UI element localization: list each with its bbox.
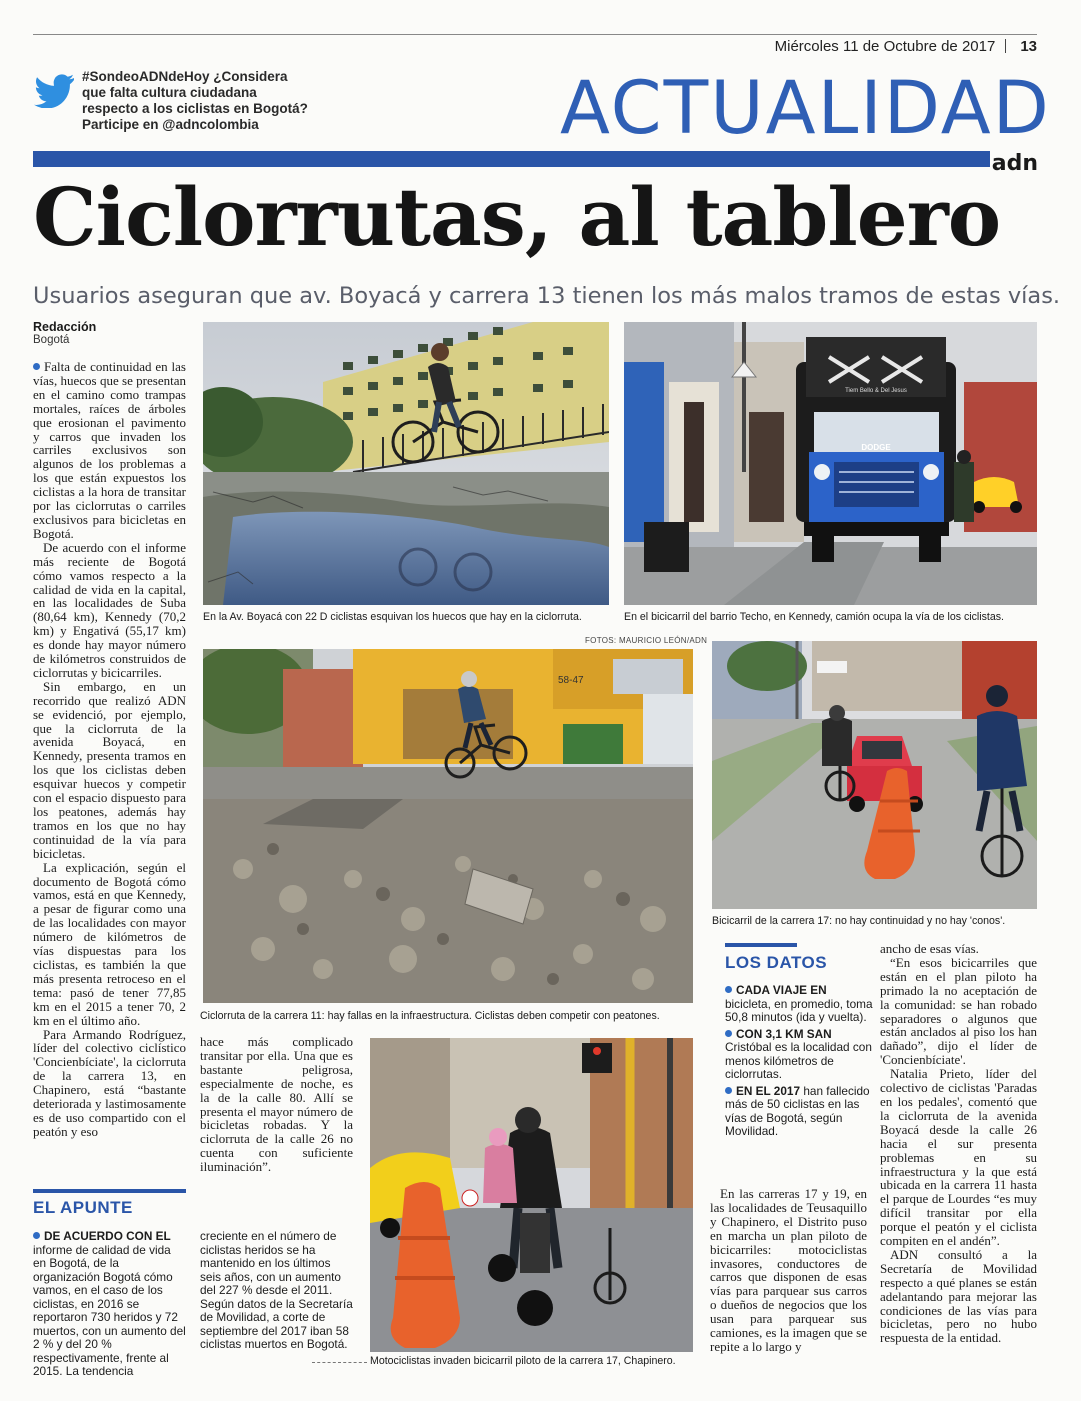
photo-boyaca-puddle (203, 322, 609, 605)
paragraph (33, 360, 186, 541)
paragraph: La explicación, según el documento de Bogotá cómo vamos, está en que Kennedy, a pesar de figurar como una de las localidades con mayor número de kilómetros de vías dispuestas para los ciclistas, es también la que más presenta retroceso en el tema: pasó de tener 77,85 km en el 2015 a tener 70, 2 km en el último año. (33, 859, 186, 1028)
bullet-icon (725, 1030, 732, 1037)
twitter-line: que falta cultura ciudadana (82, 85, 257, 100)
date-separator (1005, 39, 1006, 53)
datos-text: Cristóbal es la localidad con menos kilómetros de ciclorrutas. (725, 1040, 872, 1081)
paragraph: ancho de esas vías. (880, 941, 979, 956)
datos-text: bicicleta, en promedio, toma 50,8 minutos (ida y vuelta). (725, 996, 873, 1024)
datos-lead: CADA VIAJE EN (736, 983, 827, 997)
caption-photo-1: En la Av. Boyacá con 22 D ciclistas esquivan los huecos que hay en la ciclorruta. (203, 611, 582, 623)
caption-photo-4: Bicicarril de la carrera 17: no hay continuidad y no hay 'conos'. (712, 915, 1006, 927)
paragraph: ADN consultó a la Secretaría de Movilidad respecto a qué planes se están adelantando para mejorar las condiciones de las vías para bicicletas, pero no hubo respuesta de la entidad. (880, 1246, 1037, 1346)
bullet-icon (725, 986, 732, 993)
building-number-text: 58-47 (558, 675, 584, 686)
photo-credit: FOTOS: MAURICIO LEÓN/ADN (585, 636, 708, 645)
twitter-bird-icon (33, 74, 75, 108)
photo-techo-truck (624, 322, 1037, 605)
paragraph: “En esos bicicarriles que están en el plan piloto ha primado la no aceptación de la comunidad: se han robado separadores o algunos que están anclados al piso los han dañado”, dijo el líder de 'Concienbíciate'. (880, 954, 1037, 1068)
datos-title: LOS DATOS (725, 953, 828, 972)
apunte-body-b: creciente en el número de ciclistas heridos se ha mantenido en los últimos seis años, con un aumento del 227 % desde el 2011. Según datos de la Secretaría de Movilidad, a corte de septiembre del 2017 iban 58 ciclistas muertos en Bogotá. (200, 1229, 353, 1351)
datos-item (725, 1028, 873, 1082)
datos-list (725, 984, 873, 1142)
twitter-line: respecto a los ciclistas en Bogotá? (82, 101, 308, 116)
article-column-4 (710, 1187, 867, 1354)
paragraph: De acuerdo con el informe más reciente de Bogotá cómo vamos respecto a la calidad de vida en la capital, en las localidades de Suba (80,64 km), Kennedy (70,2 km) y Engativá (55,17 km) es donde hay mayor número de kilómetros construidos de ciclorrutas y bicicarriles. (33, 539, 186, 680)
article-column-1 (33, 360, 186, 1139)
photo-motorcyclists (370, 1038, 693, 1352)
subheadline: Usuarios aseguran que av. Boyacá y carrera 13 tienen los más malos tramos de estas vías. (33, 283, 1061, 309)
datos-item (725, 984, 873, 1025)
apunte-rule (33, 1189, 186, 1193)
article-column-2 (200, 1035, 353, 1174)
section-bar (33, 151, 990, 167)
apunte-title: EL APUNTE (33, 1198, 133, 1217)
paragraph: En las carreras 17 y 19, en las localidades de Teusaquillo y Chapinero, el Distrito puso en marcha un plan piloto de bicicarriles: motociclistas invasores, conductores de carros que disponen de esas vías para parquear sus carros o dueños de negocios que los usan para parquear sus camiones, es la imagen que se repite a lo largo y (710, 1186, 867, 1354)
paragraph-text: Falta de continuidad en las vías, huecos que se presentan en el camino como trampas mortales, raíces de árboles que erosionan el pavimento y carros que invaden los carriles exclusivos son algunos de los problemas a los que están expuestos los ciclistas a la hora de transitar por las ciclorrutas o carriles exclusivos para bicicletas en Bogotá. (33, 359, 186, 541)
apunte-lead: DE ACUERDO CON EL (44, 1229, 171, 1243)
page-dateline (680, 38, 1037, 55)
paragraph: Natalia Prieto, líder del colectivo de ciclistas 'Paradas en los pedales', comentó que la ciclorruta de la avenida Boyacá desde la calle 26 hacia el sur presenta problemas en su infraestructura y la que está ubicada en la carrera 11 hasta el parque de Lourdes “es muy difícil transitar por ella porque el peatón y el ciclista compiten en el andén”. (880, 1066, 1037, 1249)
datos-lead: CON 3,1 KM SAN (736, 1026, 832, 1041)
brand-logo: adn (991, 151, 1038, 176)
photo-carrera-17-cones (712, 641, 1037, 909)
apunte-body-a: informe de calidad de vida en Bogotá, de la organización Bogotá cómo vamos, en el caso de los ciclistas, en 2016 se reportaron 730 heridos y 72 muertos, con un aumento del 2 % y del 20 % respectivamente, frente al 2015. La tendencia (33, 1242, 186, 1378)
byline: Redacción (33, 320, 97, 334)
paragraph: Para Armando Rodríguez, líder del colectivo ciclístico 'Concienbíciate', la ciclorruta de la carrera 13, en Chapinero, está “bastante deteriorada y lastimosamente es de uso compartido con el peatón y eso (33, 1026, 186, 1139)
article-column-5 (880, 942, 1037, 1345)
caption-photo-3: Ciclorruta de la carrera 11: hay fallas en la infraestructura. Ciclistas deben competir con peatones. (200, 1010, 660, 1022)
photo-carrera-11 (203, 649, 693, 1003)
truck-plate-text: Tiem Bello & Del Jesus (845, 388, 907, 394)
issue-date: Miércoles 11 de Octubre de 2017 (774, 38, 996, 55)
twitter-line: Participe en @adncolombia (82, 117, 259, 132)
bullet-icon (725, 1087, 732, 1094)
apunte-text-2 (200, 1230, 353, 1352)
headline: Ciclorrutas, al tablero (33, 170, 1001, 264)
apunte-text-1 (33, 1230, 186, 1379)
byline-city: Bogotá (33, 334, 70, 346)
apunte-dashes (312, 1362, 367, 1363)
paragraph: Sin embargo, en un recorrido que realizó ADN se evidenció, por ejemplo, que la ciclorruta de la avenida Boyacá, en Kennedy, presenta tramos en los que los ciclistas deben esquivar huecos y competir con el espacio dispuesto para los peatones, además hay tramos en los que no hay continuidad de la vía para bicicletas. (33, 678, 186, 861)
caption-photo-2: En el bicicarril del barrio Techo, en Kennedy, camión ocupa la vía de los ciclistas. (624, 611, 1005, 623)
datos-item (725, 1085, 873, 1139)
caption-photo-5: Motociclistas invaden bicicarril piloto de la carrera 17, Chapinero. (370, 1355, 676, 1367)
paragraph: hace más complicado transitar por ella. Una que es bastante peligrosa, especialmente de noche, es la de la calle 80. Allí se presenta el mayor número de bicicletas robadas. Y la ciclorruta de la calle 26 no cuenta con suficiente iluminación”. (200, 1034, 353, 1175)
truck-grille-text: DODGE (861, 443, 891, 452)
twitter-line: #SondeoADNdeHoy ¿Considera (82, 69, 288, 84)
datos-rule (725, 943, 797, 947)
bullet-icon (33, 1232, 40, 1239)
bullet-icon (33, 363, 40, 370)
page-number: 13 (1020, 38, 1037, 55)
section-title: ACTUALIDAD (560, 66, 1051, 151)
datos-lead: EN EL 2017 (736, 1083, 801, 1098)
twitter-prompt (82, 69, 322, 133)
datos-text: han fallecido más de 50 ciclistas en las vías de Bogotá, según Movilidad. (725, 1083, 870, 1138)
top-rule (33, 34, 1037, 35)
